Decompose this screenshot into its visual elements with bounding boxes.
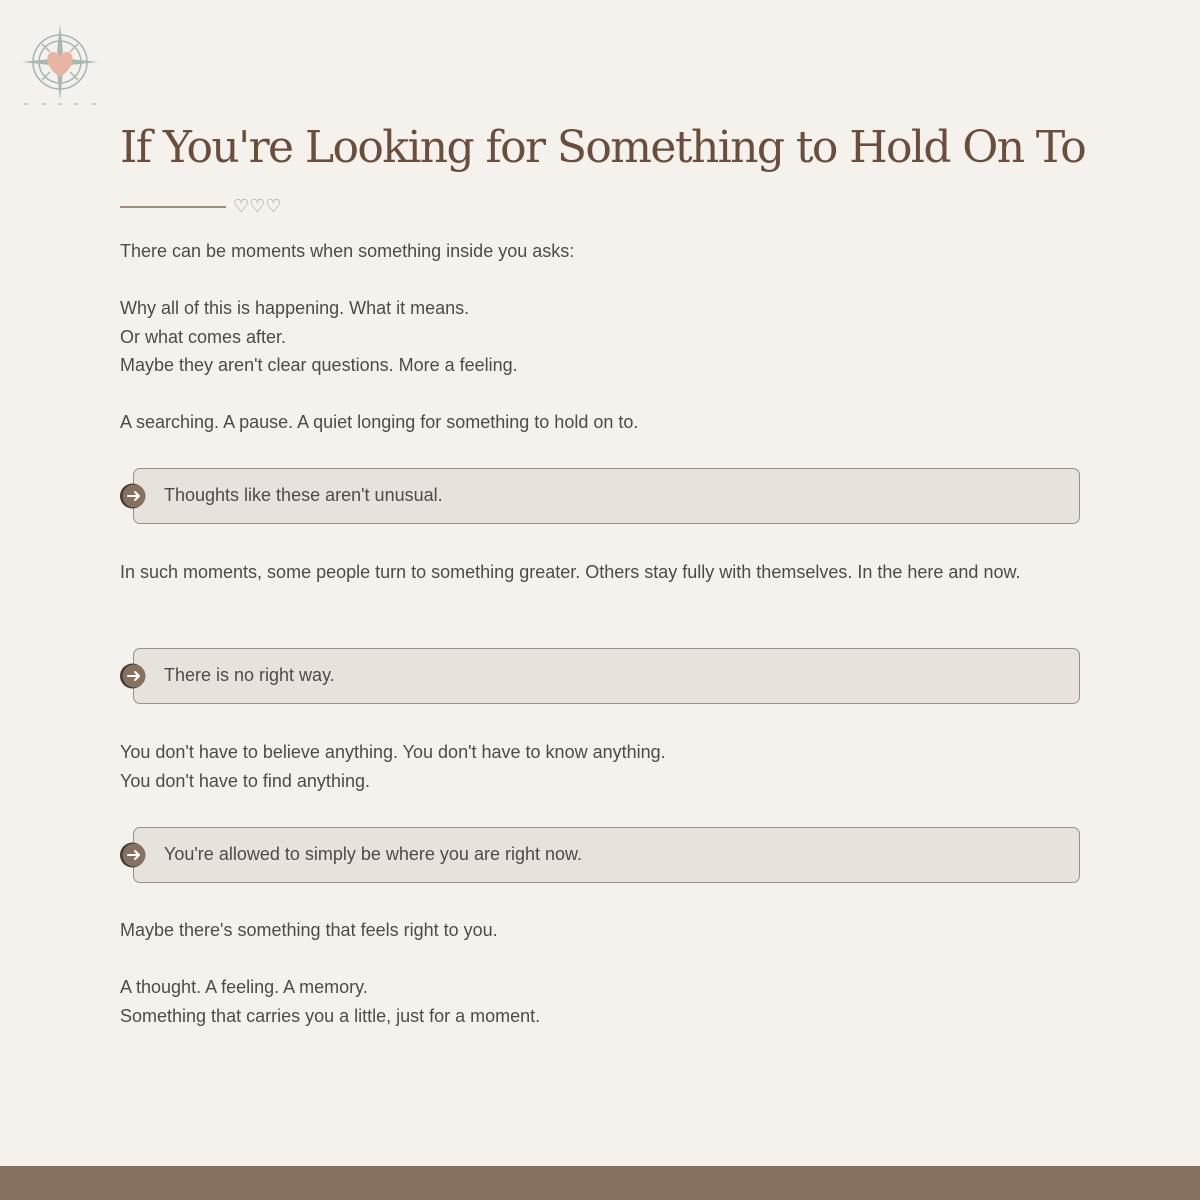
- title-divider: [120, 196, 281, 218]
- text-line: A thought. A feeling. A memory.: [120, 977, 368, 997]
- paragraph-closing: [120, 973, 540, 1030]
- arrow-right-icon: [120, 483, 146, 509]
- text-line: Something that carries you a little, just for a moment.: [120, 1005, 541, 1026]
- hearts-icon: ♡♡♡: [233, 196, 282, 217]
- text-line: You don't have to believe anything. You don't have to know anything.: [120, 742, 666, 762]
- divider-line: [120, 206, 226, 208]
- callout-box: [120, 468, 1080, 524]
- callout-text: You're allowed to simply be where you are right now.: [164, 844, 583, 864]
- paragraph-questions: [120, 294, 518, 380]
- paragraph-permission: [120, 738, 666, 795]
- paragraph-feels-right: [120, 916, 498, 945]
- text-line: In such moments, some people turn to something greater. Others stay fully with themselves. In the here and now.: [120, 562, 1021, 582]
- callout-box: [120, 648, 1080, 704]
- text-line: There can be moments when something inside you asks:: [120, 241, 575, 261]
- text-line: You don't have to find anything.: [120, 770, 370, 791]
- paragraph-searching: [120, 408, 638, 437]
- compass-heart-logo-icon: [20, 22, 100, 106]
- callout-box: [120, 827, 1080, 883]
- text-line: A searching. A pause. A quiet longing for something to hold on to.: [120, 412, 639, 432]
- text-line: Maybe there's something that feels right to you.: [120, 920, 498, 940]
- text-line: Or what comes after.: [120, 326, 287, 347]
- text-line: Why all of this is happening. What it means.: [120, 298, 470, 318]
- arrow-right-icon: [120, 842, 146, 868]
- footer-bar: [0, 1166, 1200, 1200]
- paragraph-moments: [120, 558, 1020, 587]
- callout-text: Thoughts like these aren't unusual.: [164, 485, 443, 505]
- page-title: If You're Looking for Something to Hold On To: [120, 122, 1086, 173]
- paragraph-intro: [120, 237, 574, 266]
- text-line: Maybe they aren't clear questions. More a feeling.: [120, 355, 518, 375]
- arrow-right-icon: [120, 663, 146, 689]
- callout-text: There is no right way.: [164, 665, 335, 685]
